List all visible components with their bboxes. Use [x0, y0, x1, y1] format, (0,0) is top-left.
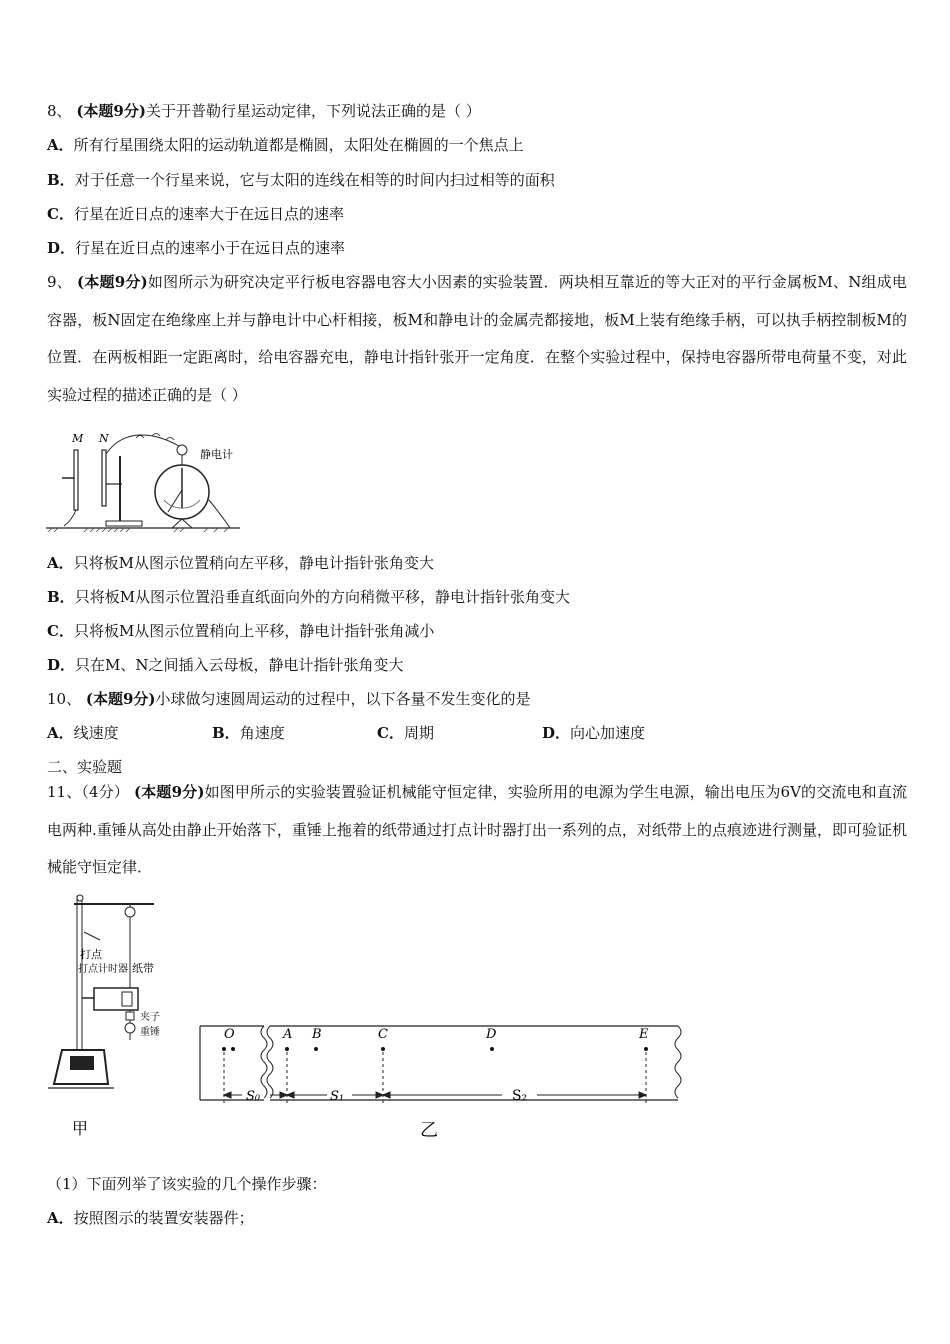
section-heading: 二、实验题: [47, 758, 123, 776]
q9-option-d: D．只在M、N之间插入云母板，静电计指针张角变大: [47, 656, 404, 674]
fig-jia-caption: 甲: [72, 1119, 89, 1138]
q10-stem: 10、 (本题9分)小球做匀速圆周运动的过程中，以下各量不发生变化的是: [47, 690, 531, 708]
q8-option-a: A．所有行星围绕太阳的运动轨道都是椭圆，太阳处在椭圆的一个焦点上: [47, 136, 524, 154]
apparatus-figure-jia: [44, 890, 184, 1145]
point-d-label: D: [486, 1027, 497, 1042]
electrometer-label: 静电计: [200, 448, 233, 461]
q10-option-a: A．线速度: [47, 724, 119, 742]
paper-tape-figure-yi: [192, 1020, 692, 1145]
point-o-label: O: [224, 1027, 235, 1042]
plate-n-label: N: [99, 432, 109, 445]
q10-option-c: C．周期: [377, 724, 434, 742]
q9-stem: 9、 (本题9分)如图所示为研究决定平行板电容器电容大小因素的实验装置．两块相互靠近的等大正对的平行金属板M、N组成电容器，板N固定在绝缘座上并与静电计中心杆相接，板M和静电计的金属壳都接地，板M上装有绝缘手柄，可以执手柄控制板M的位置．在两板相距一定距离时，给电容器充电，静电计指针张开一定角度．在整个实验过程中，保持电容器所带电荷量不变，对此实验过程的描述正确的是（ ）: [47, 273, 907, 404]
q11-stem: 11、（4分） (本题9分)如图甲所示的实验装置验证机械能守恒定律，实验所用的电源为学生电源，输出电压为6V的交流电和直流电两种.重锤从高处由静止开始落下，重锤上拖着的纸带通过打点计时器打出一系列的点，对纸带上的点痕迹进行测量，即可验证机械能守恒定律．: [47, 783, 907, 876]
plate-m-label: M: [72, 432, 84, 445]
s1-label: S₁: [330, 1089, 345, 1104]
q8-option-d: D．行星在近日点的速率小于在远日点的速率: [47, 239, 346, 257]
capacitor-electrometer-figure: [44, 428, 244, 536]
tape-label: 纸带: [132, 962, 154, 975]
q9-option-a: A．只将板M从图示位置稍向左平移，静电计指针张角变大: [47, 554, 435, 572]
q8-stem: 8、 (本题9分)关于开普勒行星运动定律，下列说法正确的是（ ）: [47, 102, 481, 120]
s2-label: S₂: [512, 1088, 528, 1104]
q9-option-b: B．只将板M从图示位置沿垂直纸面向外的方向稍微平移，静电计指针张角变大: [47, 588, 571, 606]
q11-step-a: A．按照图示的装置安装器件；: [47, 1209, 254, 1227]
timer-label-1: 打点: [80, 948, 102, 961]
q10-option-d: D．向心加速度: [542, 724, 646, 742]
weight-label: 重锤: [140, 1027, 160, 1038]
point-c-label: C: [378, 1027, 388, 1042]
fig-yi-caption: 乙: [420, 1120, 438, 1141]
point-e-label: E: [639, 1027, 649, 1042]
q10-options: [47, 723, 907, 743]
q8-option-b: B．对于任意一个行星来说，它与太阳的连线在相等的时间内扫过相等的面积: [47, 171, 555, 189]
point-b-label: B: [312, 1027, 322, 1042]
q8-option-c: C．行星在近日点的速率大于在远日点的速率: [47, 205, 344, 223]
clip-label: 夹子: [140, 1012, 160, 1023]
q10-option-b: B．角速度: [212, 724, 285, 742]
point-a-label: A: [283, 1027, 293, 1042]
timer-label-2: 打点计时器: [78, 964, 128, 975]
s0-label: S₀: [246, 1089, 261, 1104]
q9-option-c: C．只将板M从图示位置稍向上平移，静电计指针张角减小: [47, 622, 435, 640]
q11-sub1: （1）下面列举了该实验的几个操作步骤：: [47, 1175, 327, 1193]
